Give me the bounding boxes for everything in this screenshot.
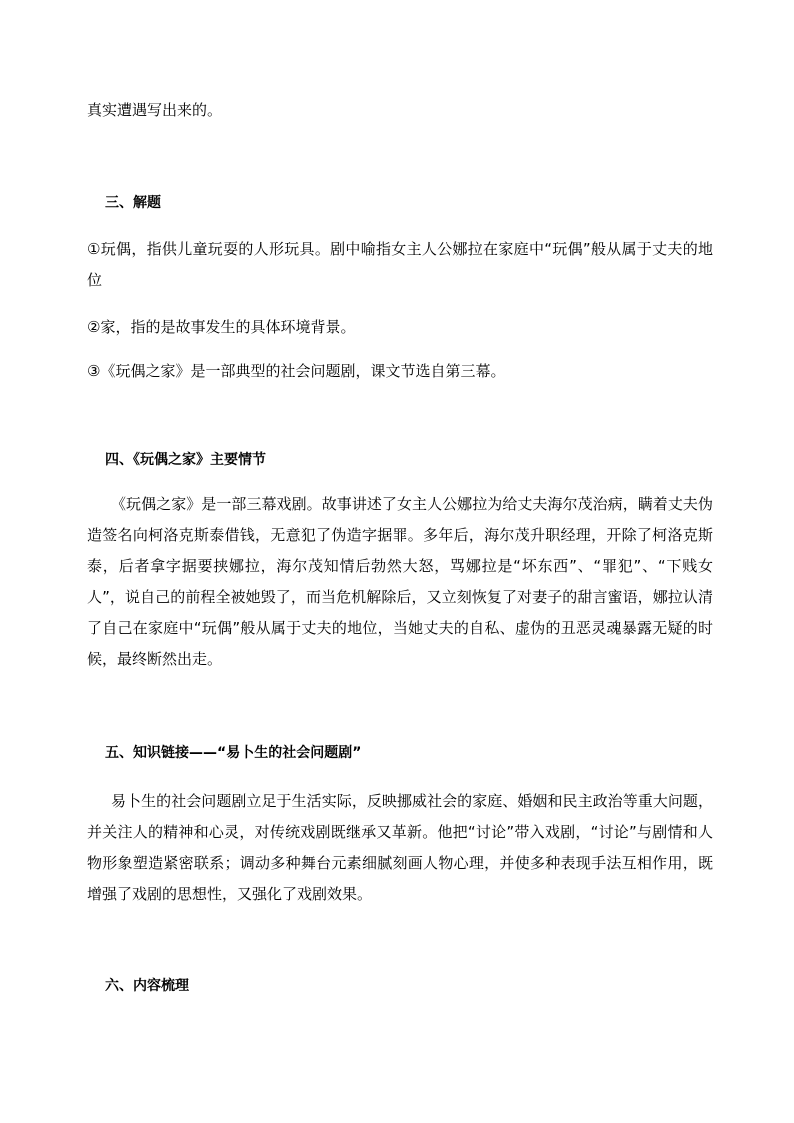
section-4-paragraph-1: 《玩偶之家》是一部三幕戏剧。故事讲述了女主人公娜拉为给丈夫海尔茂治病，瞒着丈夫伪造签名向柯洛克斯泰借钱，无意犯了伪造字据罪。多年后，海尔茂升职经理，开除了柯洛克斯泰，后者拿字据要挟娜拉，海尔茂知情后勃然大怒，骂娜拉是“坏东西”、“罪犯”、“下贱女人”，说自己的前程全被她毁了，而当危机解除后，又立刻恢复了对妻子的甜言蜜语，娜拉认清了自己在家庭中“玩偶”般从属于丈夫的地位，当她丈夫的自私、虚伪的丑恶灵魂暴露无疑的时候，最终断然出走。 xyxy=(87,495,713,668)
continuation-text: 真实遭遇写出来的。 xyxy=(87,101,223,119)
section-heading-6: 六、内容梳理 xyxy=(105,978,189,994)
section-3-paragraph-3: ③《玩偶之家》是一部典型的社会问题剧，课文节选自第三幕。 xyxy=(87,362,506,380)
section-3-paragraph-2: ②家，指的是故事发生的具体环境背景。 xyxy=(87,318,356,336)
section-heading-4: 四、《玩偶之家》主要情节 xyxy=(105,452,266,468)
section-heading-3: 三、解题 xyxy=(105,195,161,211)
section-3-paragraph-1: ①玩偶，指供儿童玩耍的人形玩具。剧中喻指女主人公娜拉在家庭中“玩偶”般从属于丈夫的地位 xyxy=(87,240,713,289)
section-heading-5: 五、知识链接——“易卜生的社会问题剧” xyxy=(105,745,362,761)
section-5-paragraph-1: 易卜生的社会问题剧立足于生活实际，反映挪威社会的家庭、婚姻和民主政治等重大问题，并关注人的精神和心灵，对传统戏剧既继承又革新。他把“讨论”带入戏剧，“讨论”与剧情和人物形象塑造紧密联系；调动多种舞台元素细腻刻画人物心理，并使多种表现手法互相作用，既增强了戏剧的思想性，又强化了戏剧效果。 xyxy=(87,792,713,903)
